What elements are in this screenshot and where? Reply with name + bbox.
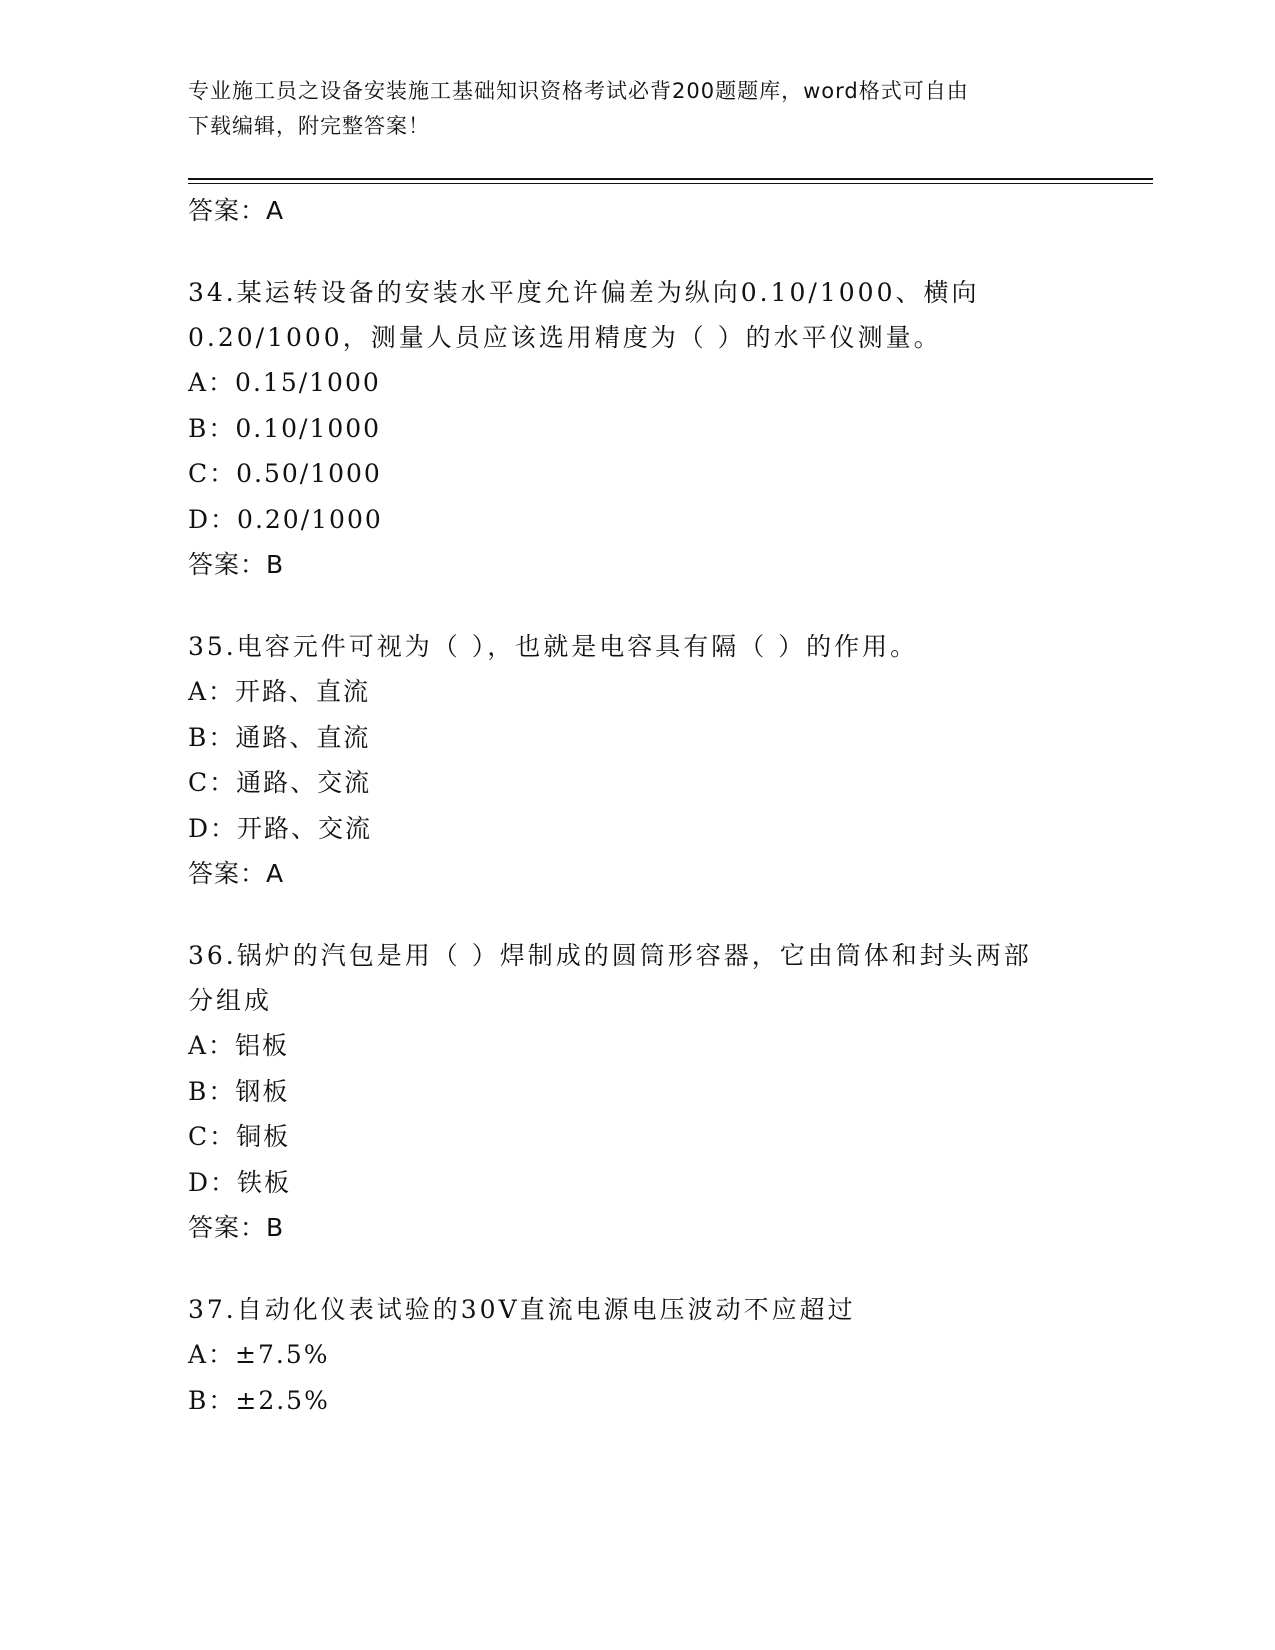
spacer <box>188 234 1128 270</box>
option-d: D：开路、交流 <box>188 813 373 843</box>
spacer <box>188 1251 1128 1287</box>
option-a: A：0.15/1000 <box>188 368 381 397</box>
question-block-35 <box>188 624 1128 897</box>
question-content <box>188 188 1128 1423</box>
option-c: C：0.50/1000 <box>188 459 382 488</box>
answer-line: 答案：B <box>188 550 285 579</box>
answer-line: 答案：B <box>188 1213 285 1242</box>
question-text: 分组成 <box>188 986 273 1015</box>
question-block-37 <box>188 1287 1128 1423</box>
option-a: A：开路、直流 <box>188 677 371 706</box>
document-header <box>188 74 1088 144</box>
question-text: 34.某运转设备的安装水平度允许偏差为纵向0.10/1000、横向 <box>188 278 980 307</box>
option-b: B：±2.5% <box>188 1385 330 1415</box>
option-b: B：钢板 <box>188 1076 290 1106</box>
question-text: 35.电容元件可视为（ ），也就是电容具有隔（ ）的作用。 <box>188 632 919 661</box>
header-line-2: 下载编辑，附完整答案！ <box>188 114 430 138</box>
previous-answer: 答案：A <box>188 196 285 225</box>
option-a: A：铝板 <box>188 1031 290 1060</box>
option-a: A：±7.5% <box>188 1340 330 1369</box>
question-text: 36.锅炉的汽包是用（ ）焊制成的圆筒形容器，它由筒体和封头两部 <box>188 941 1032 970</box>
question-block-36 <box>188 933 1128 1251</box>
header-line-1: 专业施工员之设备安装施工基础知识资格考试必背200题题库，word格式可自由 <box>188 79 969 103</box>
option-b: B：通路、直流 <box>188 722 371 752</box>
option-c: C：通路、交流 <box>188 768 372 797</box>
spacer <box>188 588 1128 624</box>
question-block-34 <box>188 270 1128 588</box>
header-divider-thick <box>188 178 1153 180</box>
question-text: 37.自动化仪表试验的30V直流电源电压波动不应超过 <box>188 1295 856 1324</box>
option-b: B：0.10/1000 <box>188 413 382 443</box>
question-text: 0.20/1000，测量人员应该选用精度为（ ）的水平仪测量。 <box>188 323 942 352</box>
option-d: D：0.20/1000 <box>188 504 383 534</box>
answer-line: 答案：A <box>188 859 285 888</box>
spacer <box>188 897 1128 933</box>
option-c: C：铜板 <box>188 1122 291 1151</box>
header-divider-thin <box>188 183 1153 184</box>
option-d: D：铁板 <box>188 1167 292 1197</box>
